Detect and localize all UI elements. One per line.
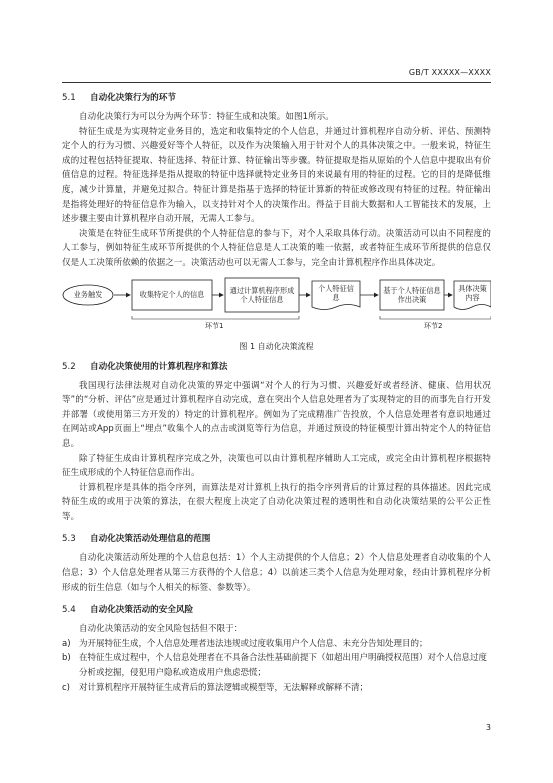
- paragraph: 计算机程序是具体的指令序列，而算法是对计算机上执行的指令序列背后的计算过程的具体描述。因此完成特征生成的或用于决策的算法，在很大程度上决定了自动化决策过程的透明性和自动化决策结果的公平公正性等。: [62, 482, 491, 522]
- header-rule: [62, 82, 491, 83]
- figure-caption: 图 1 自动化决策流程: [239, 341, 314, 351]
- section-title: 自动化决策活动处理信息的范围: [90, 534, 211, 545]
- section-number: 5.4: [62, 605, 76, 616]
- section-heading-5-1: [62, 92, 491, 104]
- paragraph: 决策是在特征生成环节所提供的个人特征信息的参与下，对个人采取具体行动。决策活动可以由不同程度的人工参与，例如特征生成环节所提供的个人特征信息是人工决策的唯一依据，或者特征生成环节所提供的信息仅仅是人工决策所依赖的依据之一。决策活动也可以无需人工参与，完全由计算机程序作出具体决定。: [62, 228, 491, 268]
- section-heading-5-4: [62, 604, 491, 616]
- flow-node-label: 业务触发: [73, 290, 103, 300]
- section-title: 自动化决策使用的计算机程序和算法: [90, 361, 228, 372]
- paragraph: 自动化决策行为可以分为两个环节：特征生成和决策。如图1所示。: [79, 112, 334, 122]
- paragraph: 自动化决策活动所处理的个人信息包括：1）个人主动提供的个人信息；2）个人信息处理者自动收集的个人信息；3）个人信息处理者从第三方获得的个人信息；4）以前述三类个人信息为处理对象，经由计算机程序分析形成的衍生信息（如与个人相关的标签、参数等）。: [62, 553, 491, 593]
- paragraph: 除了特征生成由计算机程序完成之外，决策也可以由计算机程序辅助人工完成，或完全由计算机程序根据特征生成形成的个人特征信息而作出。: [62, 453, 491, 479]
- segment-bracket-2: [380, 316, 491, 319]
- section-title: 自动化决策活动的安全风险: [90, 605, 194, 616]
- paragraph: 自动化决策活动的安全风险包括但不限于：: [79, 624, 243, 635]
- section-number: 5.1: [62, 93, 76, 103]
- list-item: [62, 681, 491, 696]
- list-marker: b): [62, 653, 71, 664]
- list-marker: c): [62, 682, 70, 693]
- list-item: [62, 651, 491, 680]
- paragraph: 我国现行法律法规对自动化决策的界定中强调“对个人的行为习惯、兴趣爱好或者经济、健康、信用状况等”的“分析、评估”应是通过计算机程序自动完成，意在突出个人信息处理者为了实现特定的目的而事先自行开发并部署（或使用第三方开发的）特定的计算机程序。例如为了完成精准广告投放，个人信息处理者有意识地通过在网站或App页面上“埋点”收集个人的点击或浏览等行为信息，并通过预设的特征模型计算出特定个人的特征信息。: [62, 380, 491, 449]
- list-item: [62, 637, 491, 652]
- segment-bracket-1: [132, 316, 299, 319]
- section-heading-5-3: [62, 533, 491, 545]
- section-number: 5.2: [62, 361, 76, 372]
- segment-label-1: 环节1: [205, 321, 224, 330]
- section-title: 自动化决策行为的环节: [90, 93, 176, 103]
- standard-code: GB/T XXXXX—XXXX: [408, 68, 491, 77]
- paragraph: 特征生成是为实现特定业务目的，选定和收集特定的个人信息，并通过计算机程序自动分析、评估、预测特定个人的行为习惯、兴趣爱好等个人特征，以及作为决策输入用于针对个人的具体决策之中。一般来说，特征生成的过程包括特征提取、特征选择、特征计算、特征输出等步骤。特征提取是指从原始的个人信息中提取出有价值信息的过程。特征选择是指从提取的特征中选择就特定业务目的来说最有用的特征的过程。它的目的是降低维度，减少计算量，并避免过拟合。特征计算是指基于选择的特征计算新的特征或修改现有特征的过程。特征输出是指将处理好的特征信息作为输入，以支持针对个人的决策作出。得益于目前大数据和人工智能技术的发展，上述步骤主要由计算机程序自动开展，无需人工参与。: [62, 126, 491, 225]
- flow-node-label: 个人特征信息: [318, 283, 354, 302]
- page-number: 3: [485, 723, 491, 732]
- flow-node-label: 基于个人特征信息作出决策: [383, 285, 441, 304]
- list-marker: a): [62, 638, 71, 649]
- flow-diagram: [62, 275, 491, 335]
- list-text: 在特征生成过程中，个人信息处理者在不具备合法性基础前提下（如超出用户明确授权范围）对个人信息过度分析或挖掘，侵犯用户隐私或造成用户焦虑恐慌；: [79, 653, 488, 679]
- flow-node-label: 收集特定个人的信息: [139, 290, 205, 300]
- section-number: 5.3: [62, 534, 76, 545]
- segment-label-2: 环节2: [424, 321, 443, 330]
- flow-node-label: 通过计算机程序形成个人特征信息: [229, 285, 295, 304]
- section-heading-5-2: [62, 361, 491, 373]
- flow-node-label: 具体决策内容: [458, 283, 487, 302]
- list-text: 为开展特征生成，个人信息处理者违法违规或过度收集用户个人信息、未充分告知处理目的；: [79, 638, 428, 649]
- list-text: 对计算机程序开展特征生成背后的算法逻辑或模型等，无法解释或解释不清；: [79, 682, 369, 693]
- page-content: [62, 92, 491, 695]
